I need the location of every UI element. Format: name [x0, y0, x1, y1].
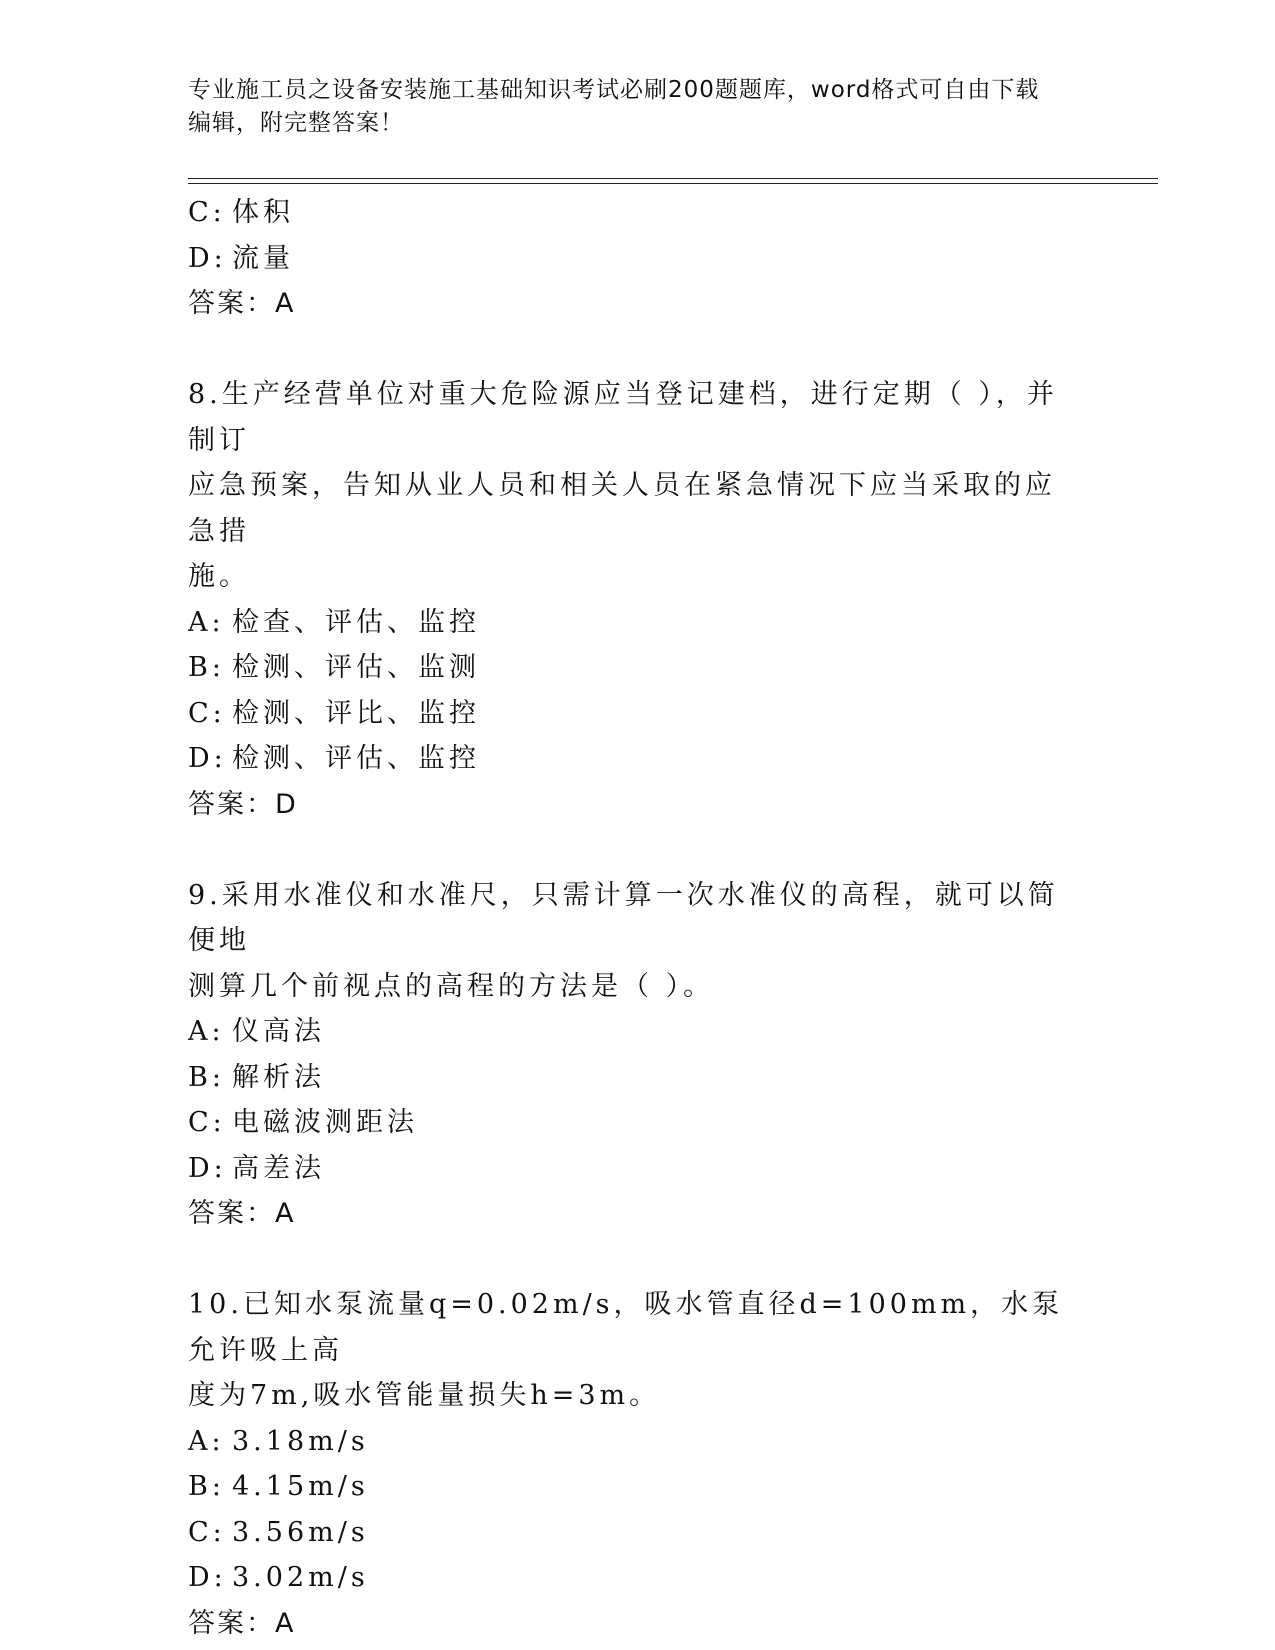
question-content	[188, 190, 1088, 1646]
answer-line: 答案：A	[188, 1607, 296, 1639]
question-8	[188, 372, 1088, 827]
option-b	[188, 1055, 1088, 1101]
question-stem-line: 度为7m,吸水管能量损失h=3m。	[188, 1380, 661, 1411]
option-letter: C:	[188, 1107, 226, 1138]
header-divider-bottom	[188, 183, 1158, 184]
option-a	[188, 1009, 1088, 1055]
spacer	[188, 1237, 1088, 1283]
option-letter: D:	[188, 743, 227, 774]
option-letter: A:	[188, 1425, 225, 1457]
header-line-2: 编辑，附完整答案！	[188, 110, 404, 136]
continued-question	[188, 190, 1088, 327]
option-text: 检测、评估、监测	[232, 652, 480, 683]
option-a	[188, 1419, 1088, 1465]
option-letter: A:	[188, 606, 225, 638]
option-text: 体积	[232, 197, 294, 228]
option-c	[188, 1510, 1088, 1556]
option-letter: D:	[188, 1562, 227, 1593]
option-text: 3.18m/s	[232, 1425, 369, 1457]
question-stem-line: 应急预案，告知从业人员和相关人员在紧急情况下应当采取的应急措	[188, 470, 1056, 547]
option-b	[188, 645, 1088, 691]
option-letter: D:	[188, 242, 227, 274]
spacer	[188, 827, 1088, 873]
option-c	[188, 691, 1088, 737]
option-c	[188, 190, 1088, 236]
option-letter: B:	[188, 1471, 225, 1502]
option-letter: D:	[188, 1152, 227, 1184]
option-b	[188, 1464, 1088, 1510]
option-text: 仪高法	[232, 1016, 325, 1047]
header-divider-top	[188, 178, 1158, 179]
option-text: 流量	[232, 242, 294, 274]
option-text: 解析法	[232, 1061, 325, 1093]
option-d	[188, 1146, 1088, 1192]
option-c	[188, 1100, 1088, 1146]
answer-line: 答案：A	[188, 1198, 296, 1229]
answer-line: 答案：D	[188, 788, 298, 820]
option-d	[188, 236, 1088, 282]
question-stem-line: 测算几个前视点的高程的方法是（ ）。	[188, 970, 715, 1002]
option-letter: C:	[188, 697, 226, 729]
option-letter: C:	[188, 1516, 226, 1548]
option-letter: A:	[188, 1016, 225, 1047]
question-10	[188, 1282, 1088, 1646]
option-text: 3.02m/s	[232, 1562, 369, 1593]
question-stem-line: 10.已知水泵流量q=0.02m/s，吸水管直径d=100mm，水泵允许吸上高	[188, 1289, 1064, 1366]
option-text: 检测、评比、监控	[232, 697, 480, 729]
question-9	[188, 873, 1088, 1237]
header-line-1: 专业施工员之设备安装施工基础知识考试必刷200题题库，word格式可自由下载	[188, 77, 1040, 103]
option-text: 电磁波测距法	[232, 1107, 418, 1138]
spacer	[188, 327, 1088, 373]
option-letter: B:	[188, 1061, 225, 1093]
option-letter: B:	[188, 652, 225, 683]
option-text: 4.15m/s	[232, 1471, 369, 1502]
option-letter: C:	[188, 197, 226, 228]
option-d	[188, 736, 1088, 782]
option-text: 3.56m/s	[232, 1516, 369, 1548]
option-text: 检查、评估、监控	[232, 606, 480, 638]
page-header	[188, 74, 1068, 140]
answer-line: 答案：A	[188, 288, 296, 319]
option-text: 高差法	[232, 1152, 325, 1184]
option-d	[188, 1555, 1088, 1601]
question-stem-line: 施。	[188, 561, 250, 592]
option-a	[188, 600, 1088, 646]
question-stem-line: 9.采用水准仪和水准尺，只需计算一次水准仪的高程，就可以简便地	[188, 879, 1059, 956]
question-stem-line: 8.生产经营单位对重大危险源应当登记建档，进行定期（ ），并制订	[188, 379, 1058, 456]
option-text: 检测、评估、监控	[232, 743, 480, 774]
